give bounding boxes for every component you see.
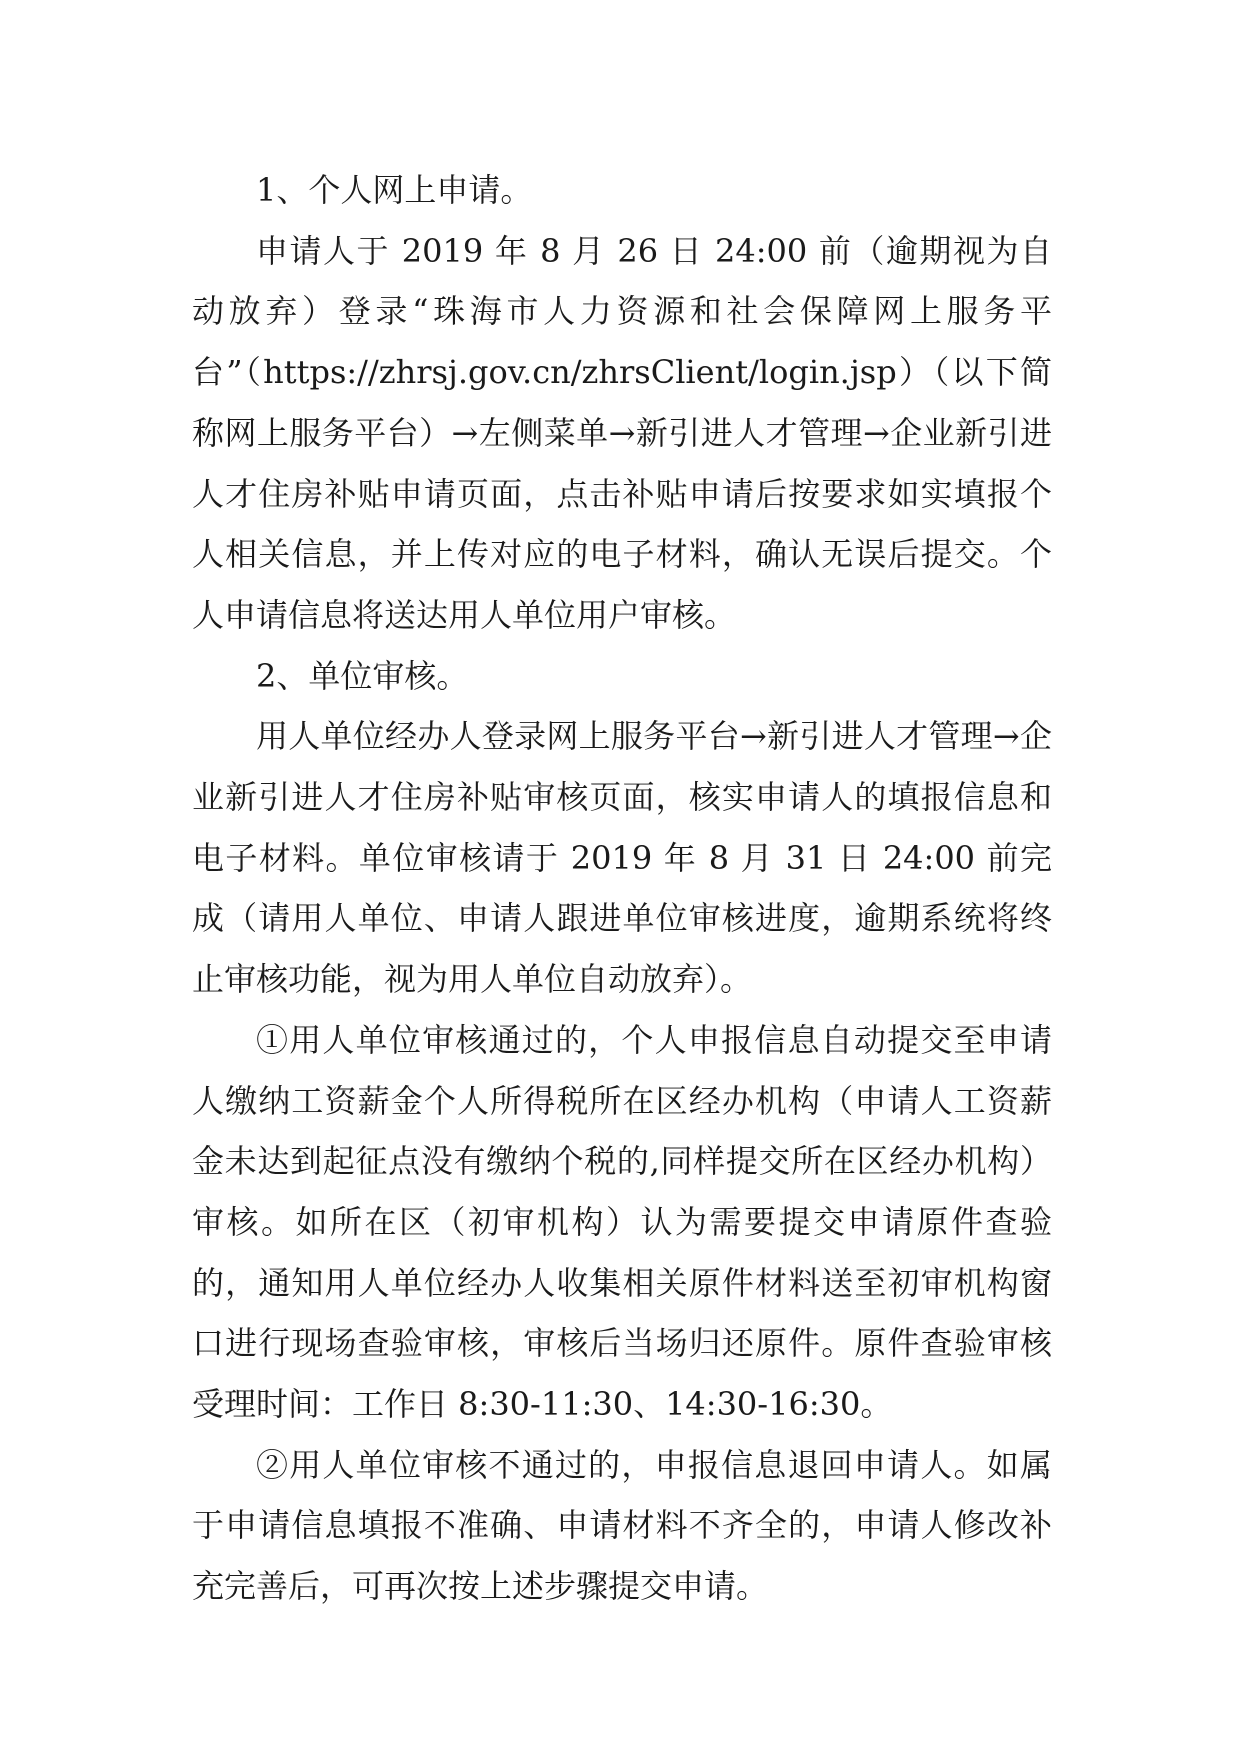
step2-body: 用人单位经办人登录网上服务平台→新引进人才管理→企业新引进人才住房补贴审核页面，核实申请人的填报信息和电子材料。单位审核请于 2019 年 8 月 31 日 24:00 前完成（请用人单位、申请人跟进单位审核进度，逾期系统将终止审核功能，视为用人单位自动放弃）。 — [192, 717, 1052, 999]
step2-fail-paragraph: ②用人单位审核不通过的，申报信息退回申请人。如属于申请信息填报不准确、申请材料不齐全的，申请人修改补充完善后，可再次按上述步骤提交申请。 — [192, 1445, 1052, 1606]
document-body — [192, 160, 1052, 1617]
step1-title: 1、个人网上申请。 — [256, 171, 533, 209]
step2-pass-paragraph: ①用人单位审核通过的，个人申报信息自动提交至申请人缴纳工资薪金个人所得税所在区经办机构（申请人工资薪金未达到起征点没有缴纳个税的,同样提交所在区经办机构）审核。如所在区（初审机构）认为需要提交申请原件查验的，通知用人单位经办人收集相关原件材料送至初审机构窗口进行现场查验审核，审核后当场归还原件。原件查验审核受理时间：工作日 8:30-11:30、14:30-16:30。 — [192, 1020, 1052, 1424]
step2-title: 2、单位审核。 — [256, 656, 469, 695]
step1-body: 申请人于 2019 年 8 月 26 日 24:00 前（逾期视为自动放弃）登录“珠海市人力资源和社会保障网上服务平台”（https://zhrsj.gov.cn/zhrsClient/login.jsp）（以下简称网上服务平台）→左侧菜单→新引进人才管理→企业新引进人才住房补贴申请页面，点击补贴申请后按要求如实填报个人相关信息，并上传对应的电子材料，确认无误后提交。个人申请信息将送达用人单位用户审核。 — [192, 231, 1052, 634]
